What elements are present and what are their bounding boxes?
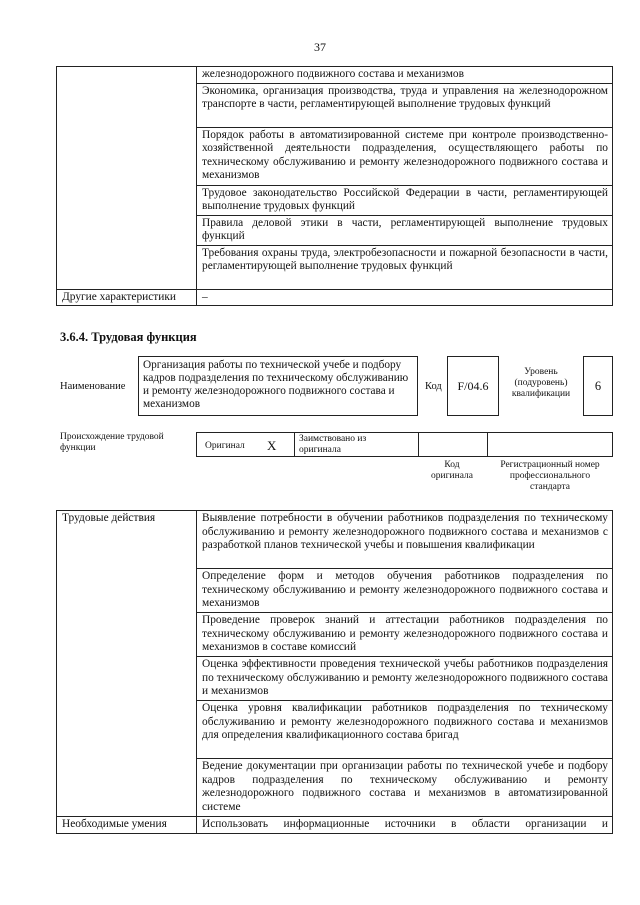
knowledge-row: Трудовое законодательство Российской Федерации в части, регламентирующей выполнение трудовых функций bbox=[197, 185, 613, 215]
action-row: Выявление потребности в обучении работников подразделения по техническому обслуживанию и ремонту железнодорожного подвижного состава и механизмов с разработкой планов технической учебы и повышения квалификации bbox=[197, 511, 613, 569]
other-characteristics-value: – bbox=[197, 289, 613, 306]
actions-table bbox=[56, 510, 613, 834]
action-row: Ведение документации при организации работы по технической учебе и подбору кадров подразделения по техническому обслуживанию и ремонту железнодорожного подвижного состава и механизмов в автоматизированной системе bbox=[197, 759, 613, 817]
origin-divider bbox=[294, 433, 295, 456]
level-box bbox=[583, 356, 613, 416]
knowledge-row: Правила деловой этики в части, регламентирующей выполнение трудовых функций bbox=[197, 215, 613, 245]
action-row: Оценка уровня квалификации работников подразделения по техническому обслуживанию и ремонту железнодорожного подвижного состава и механизмов для определения квалификационного состава бригад bbox=[197, 701, 613, 759]
origin-label: Происхождение трудовой функции bbox=[60, 432, 164, 453]
name-label: Наименование bbox=[60, 381, 126, 392]
function-name-box bbox=[138, 356, 418, 416]
original-label: Оригинал bbox=[205, 441, 245, 451]
level-value: 6 bbox=[594, 378, 602, 393]
code-value: F/04.6 bbox=[457, 378, 489, 393]
code-original-caption: Код оригинала bbox=[431, 460, 473, 481]
knowledge-table bbox=[56, 66, 613, 306]
knowledge-label-cell bbox=[57, 67, 197, 290]
code-label: Код bbox=[425, 381, 442, 392]
skills-row: Использовать информационные источники в области организации и bbox=[197, 817, 613, 834]
knowledge-row: железнодорожного подвижного состава и механизмов bbox=[197, 67, 613, 84]
origin-divider bbox=[418, 433, 419, 456]
action-row: Оценка эффективности проведения технической учебы работников подразделения по техническому обслуживанию и ремонту железнодорожного подвижного состава и механизмов bbox=[197, 657, 613, 701]
knowledge-row: Порядок работы в автоматизированной системе при контроле производственно-хозяйственной деятельности подразделения, осуществляющего работы по техническому обслуживанию и ремонту железнодорожного подвижного состава и механизмов bbox=[197, 127, 613, 185]
action-row: Проведение проверок знаний и аттестации работников подразделения по техническому обслуживанию и ремонту железнодорожного подвижного состава и механизмов в составе комиссий bbox=[197, 613, 613, 657]
borrowed-label: Заимствовано из оригинала bbox=[299, 434, 367, 455]
actions-label: Трудовые действия bbox=[57, 511, 197, 817]
origin-table bbox=[196, 432, 613, 457]
knowledge-row: Экономика, организация производства, труда и управления на железнодорожном транспорте в части, регламентирующей выполнение трудовых функций bbox=[197, 83, 613, 127]
function-name: Организация работы по технической учебе и подбору кадров подразделения по техническому обслуживанию и ремонту железнодорожного подвижного состава и механизмов bbox=[143, 359, 409, 410]
reg-number-caption: Регистрационный номер профессионального стандарта bbox=[500, 460, 600, 492]
original-mark: X bbox=[267, 438, 277, 453]
other-characteristics-label: Другие характеристики bbox=[57, 289, 197, 306]
code-box bbox=[447, 356, 499, 416]
action-row: Определение форм и методов обучения работников подразделения по техническому обслуживанию и ремонту железнодорожного подвижного состава и механизмов bbox=[197, 569, 613, 613]
skills-label: Необходимые умения bbox=[57, 817, 197, 834]
level-label: Уровень (подуровень) квалификации bbox=[511, 367, 571, 399]
knowledge-row: Требования охраны труда, электробезопасности и пожарной безопасности в части, регламентирующей выполнение трудовых функций bbox=[197, 245, 613, 289]
origin-divider bbox=[487, 433, 488, 456]
page-number: 37 bbox=[314, 40, 326, 54]
section-title: 3.6.4. Трудовая функция bbox=[60, 330, 197, 344]
